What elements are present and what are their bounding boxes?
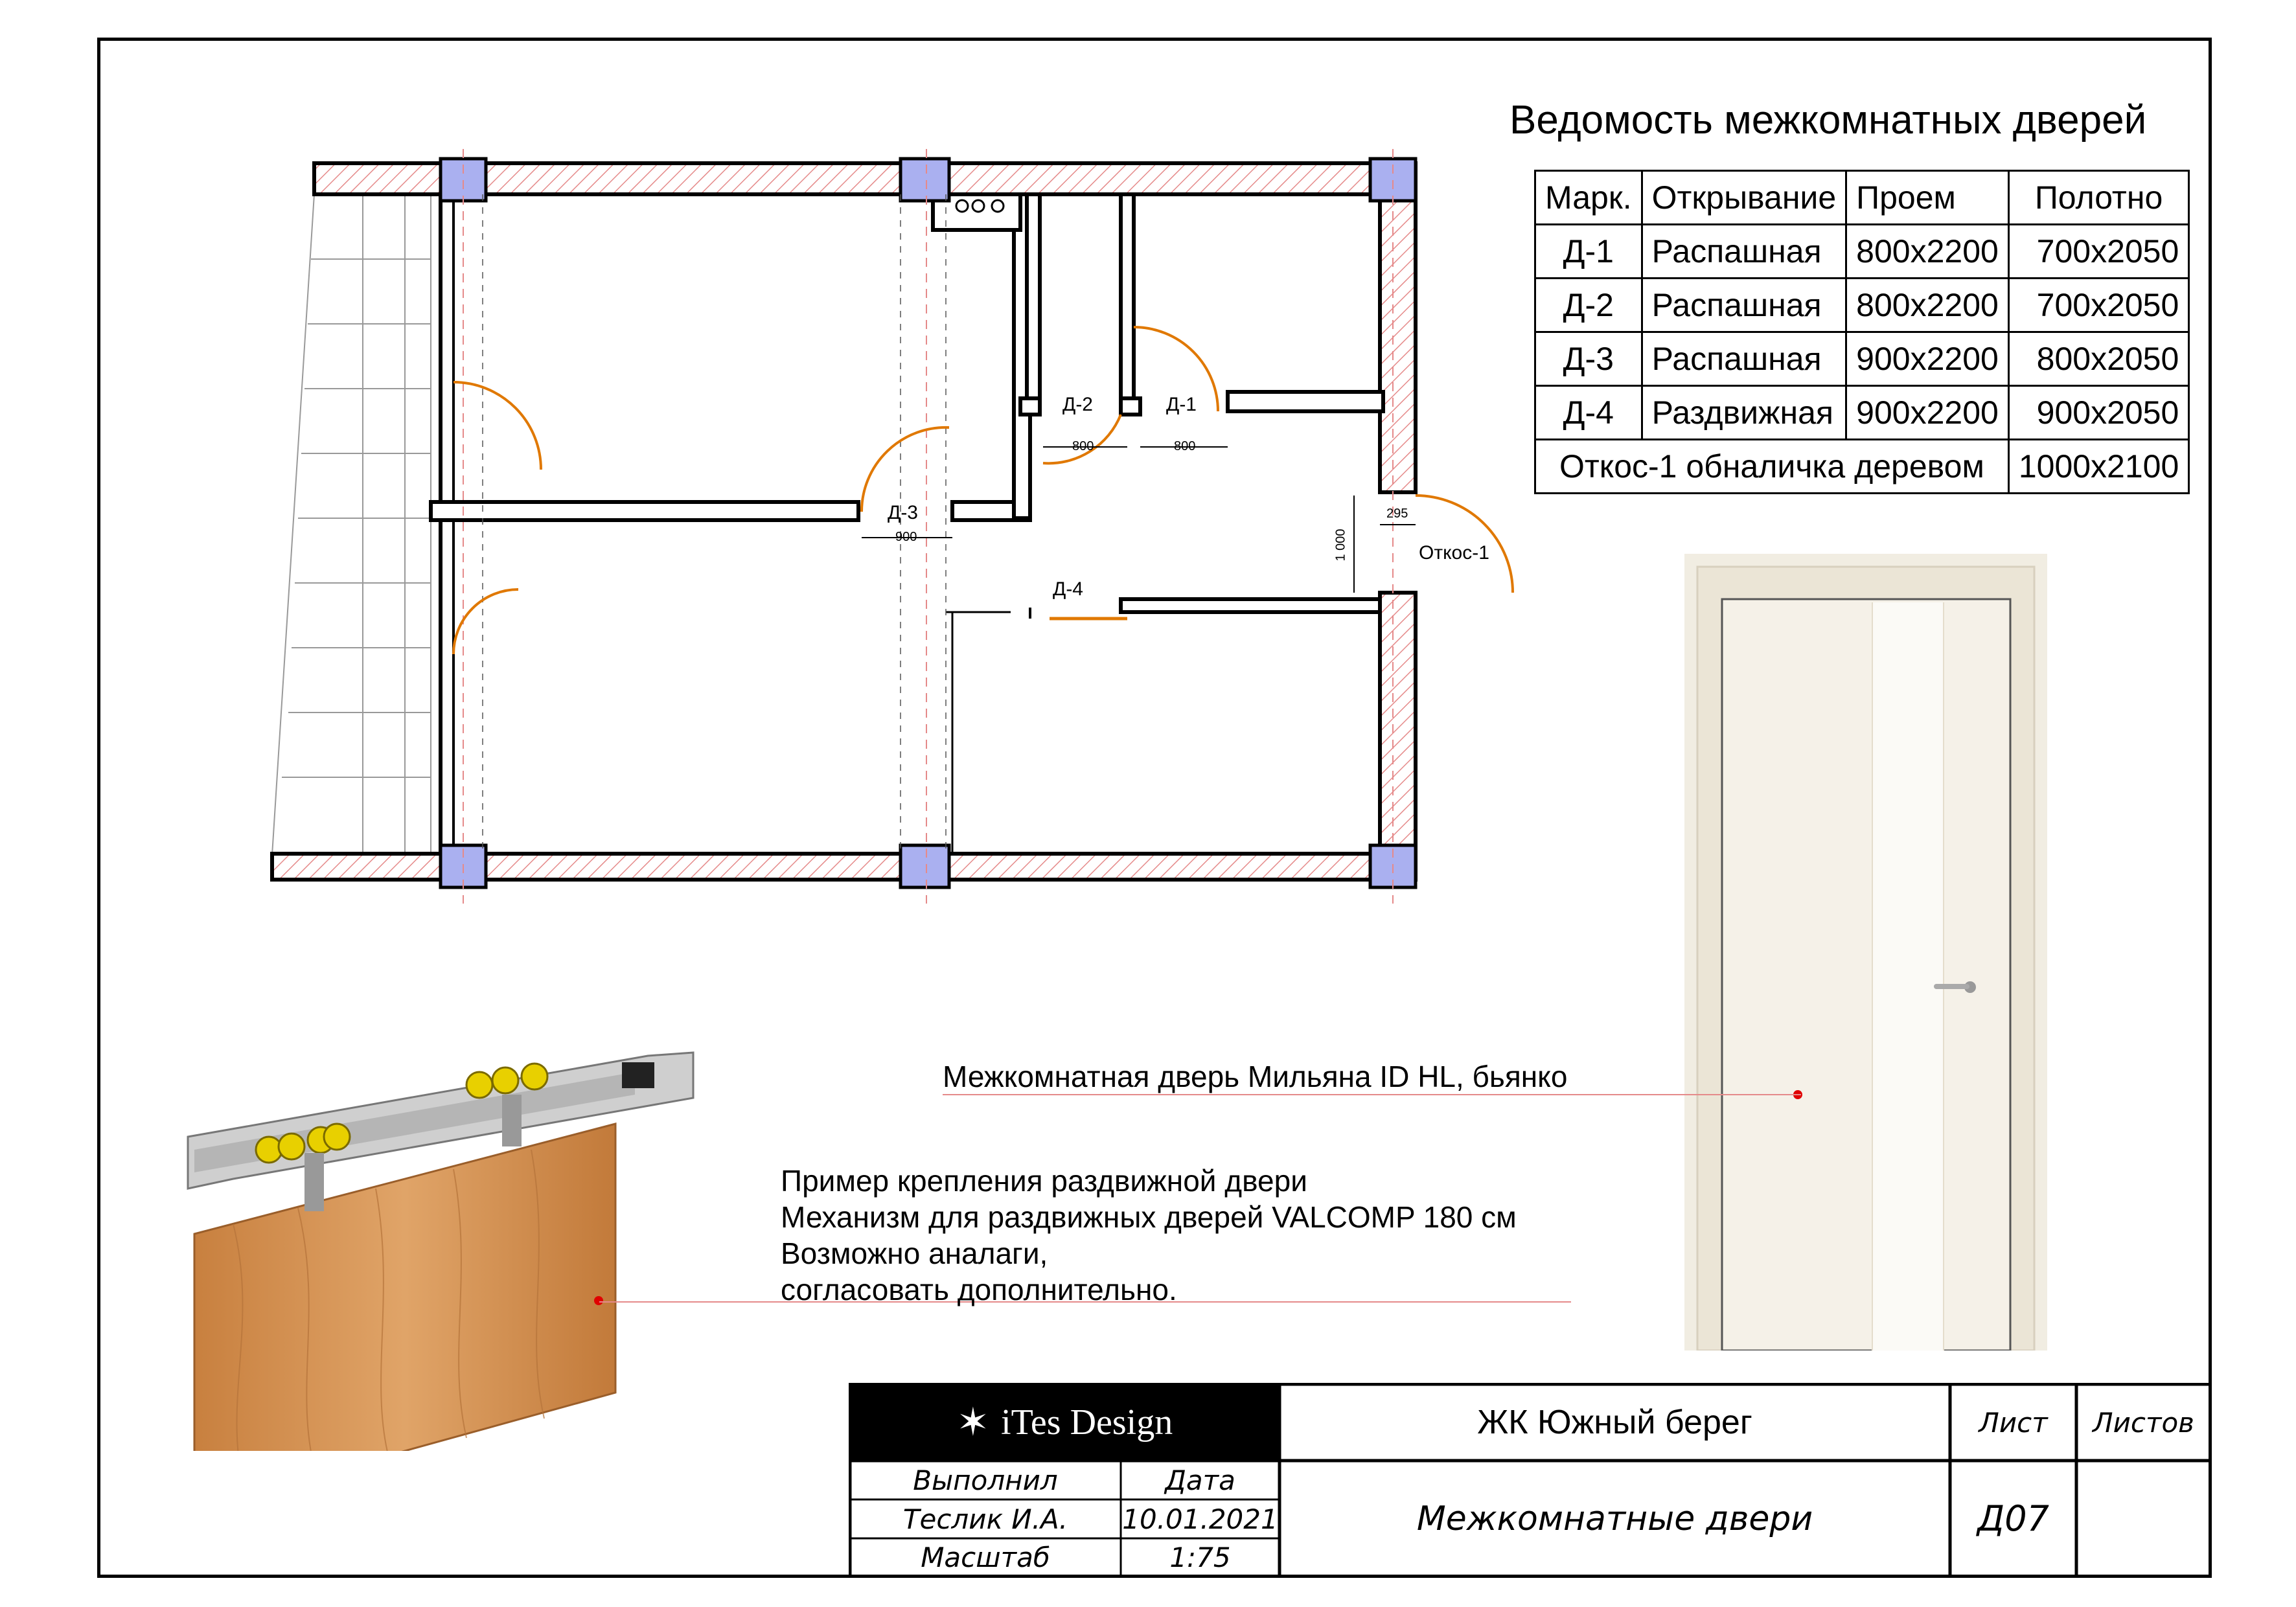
table-row (1535, 332, 2189, 386)
cell-leaf: 800х2050 (2008, 332, 2188, 386)
cell-aperture: 900х2200 (1846, 332, 2009, 386)
sheet-number: Д07 (1977, 1498, 2049, 1539)
sliding-line-4: согласовать дополнительно. (781, 1273, 1177, 1306)
header-aperture: Проем (1846, 171, 2009, 225)
sliding-annotation (781, 1163, 1517, 1308)
balcony-glazing (272, 194, 453, 855)
cell-opening: Распашная (1642, 332, 1846, 386)
author-name: Теслик И.А. (902, 1503, 1068, 1535)
columns (441, 159, 1416, 887)
table-row (1535, 225, 2189, 279)
sliding-line-2: Механизм для раздвижных дверей VALCOMP 180 см (781, 1200, 1517, 1234)
sink-icon (956, 200, 1004, 212)
table-row (1535, 386, 2189, 440)
cell-aperture: 900х2200 (1846, 386, 2009, 440)
interior-walls (431, 194, 1383, 855)
cell-opening: Раздвижная (1642, 386, 1846, 440)
cell-aperture: 800х2200 (1846, 279, 2009, 332)
header-mark: Марк. (1535, 171, 1642, 225)
cell-mark: Д-1 (1535, 225, 1642, 279)
door-schedule-table (1534, 170, 2190, 494)
footer-label: Откос-1 обналичка деревом (1535, 440, 2009, 494)
cell-leaf: 700х2050 (2008, 225, 2188, 279)
header-leaf: Полотно (2008, 171, 2188, 225)
cell-opening: Распашная (1642, 225, 1846, 279)
cell-mark: Д-4 (1535, 386, 1642, 440)
scale-label: Масштаб (921, 1542, 1050, 1573)
dim-otkos-width: 295 (1386, 507, 1408, 521)
plan-label-d4: Д-4 (1053, 578, 1083, 600)
axis-lines (463, 149, 1393, 904)
plan-label-d1: Д-1 (1166, 394, 1197, 415)
sliding-mechanism-photo (181, 1004, 700, 1451)
company-logo (850, 1384, 1280, 1461)
dim-otkos-height: 1 000 (1333, 529, 1348, 562)
plan-label-d2: Д-2 (1062, 394, 1093, 415)
table-row (1535, 279, 2189, 332)
dimension-lines (862, 447, 1416, 593)
dim-d3: 900 (895, 530, 917, 544)
plan-label-d3: Д-3 (888, 502, 918, 523)
title-block (849, 1383, 2212, 1578)
cell-leaf: 700х2050 (2008, 279, 2188, 332)
sheet-label: Лист (1979, 1406, 2048, 1439)
header-opening: Открывание (1642, 171, 1846, 225)
sheet-title: Межкомнатные двери (1416, 1499, 1813, 1538)
dim-d2: 800 (1072, 439, 1094, 453)
date-label: Дата (1165, 1464, 1235, 1496)
sheets-label: Листов (2093, 1406, 2194, 1439)
project-name: ЖК Южный берег (1477, 1404, 1752, 1441)
plan-label-otkos: Откос-1 (1419, 542, 1489, 564)
date-value: 10.01.2021 (1122, 1503, 1278, 1535)
sliding-line-3: Возможно аналаги, (781, 1237, 1048, 1270)
footer-size: 1000х2100 (2008, 440, 2188, 494)
door-photo (1684, 554, 2047, 1351)
scale-value: 1:75 (1169, 1542, 1231, 1573)
cell-aperture: 800х2200 (1846, 225, 2009, 279)
table-header-row (1535, 171, 2189, 225)
schedule-title: Ведомость межкомнатных дверей (1510, 98, 2147, 142)
door-model-annotation: Межкомнатная дверь Мильяна ID HL, бьянко (943, 1060, 1568, 1093)
cell-opening: Распашная (1642, 279, 1846, 332)
performed-label: Выполнил (913, 1464, 1058, 1496)
dim-d1: 800 (1174, 439, 1196, 453)
cell-mark: Д-3 (1535, 332, 1642, 386)
sheets-count (2076, 1461, 2210, 1577)
cell-leaf: 900х2050 (2008, 386, 2188, 440)
table-footer-row (1535, 440, 2189, 494)
sliding-line-1: Пример крепления раздвижной двери (781, 1164, 1307, 1198)
cell-mark: Д-2 (1535, 279, 1642, 332)
dragonfly-icon: ✶ (956, 1401, 990, 1444)
logo-text: iTes Design (1001, 1402, 1173, 1442)
